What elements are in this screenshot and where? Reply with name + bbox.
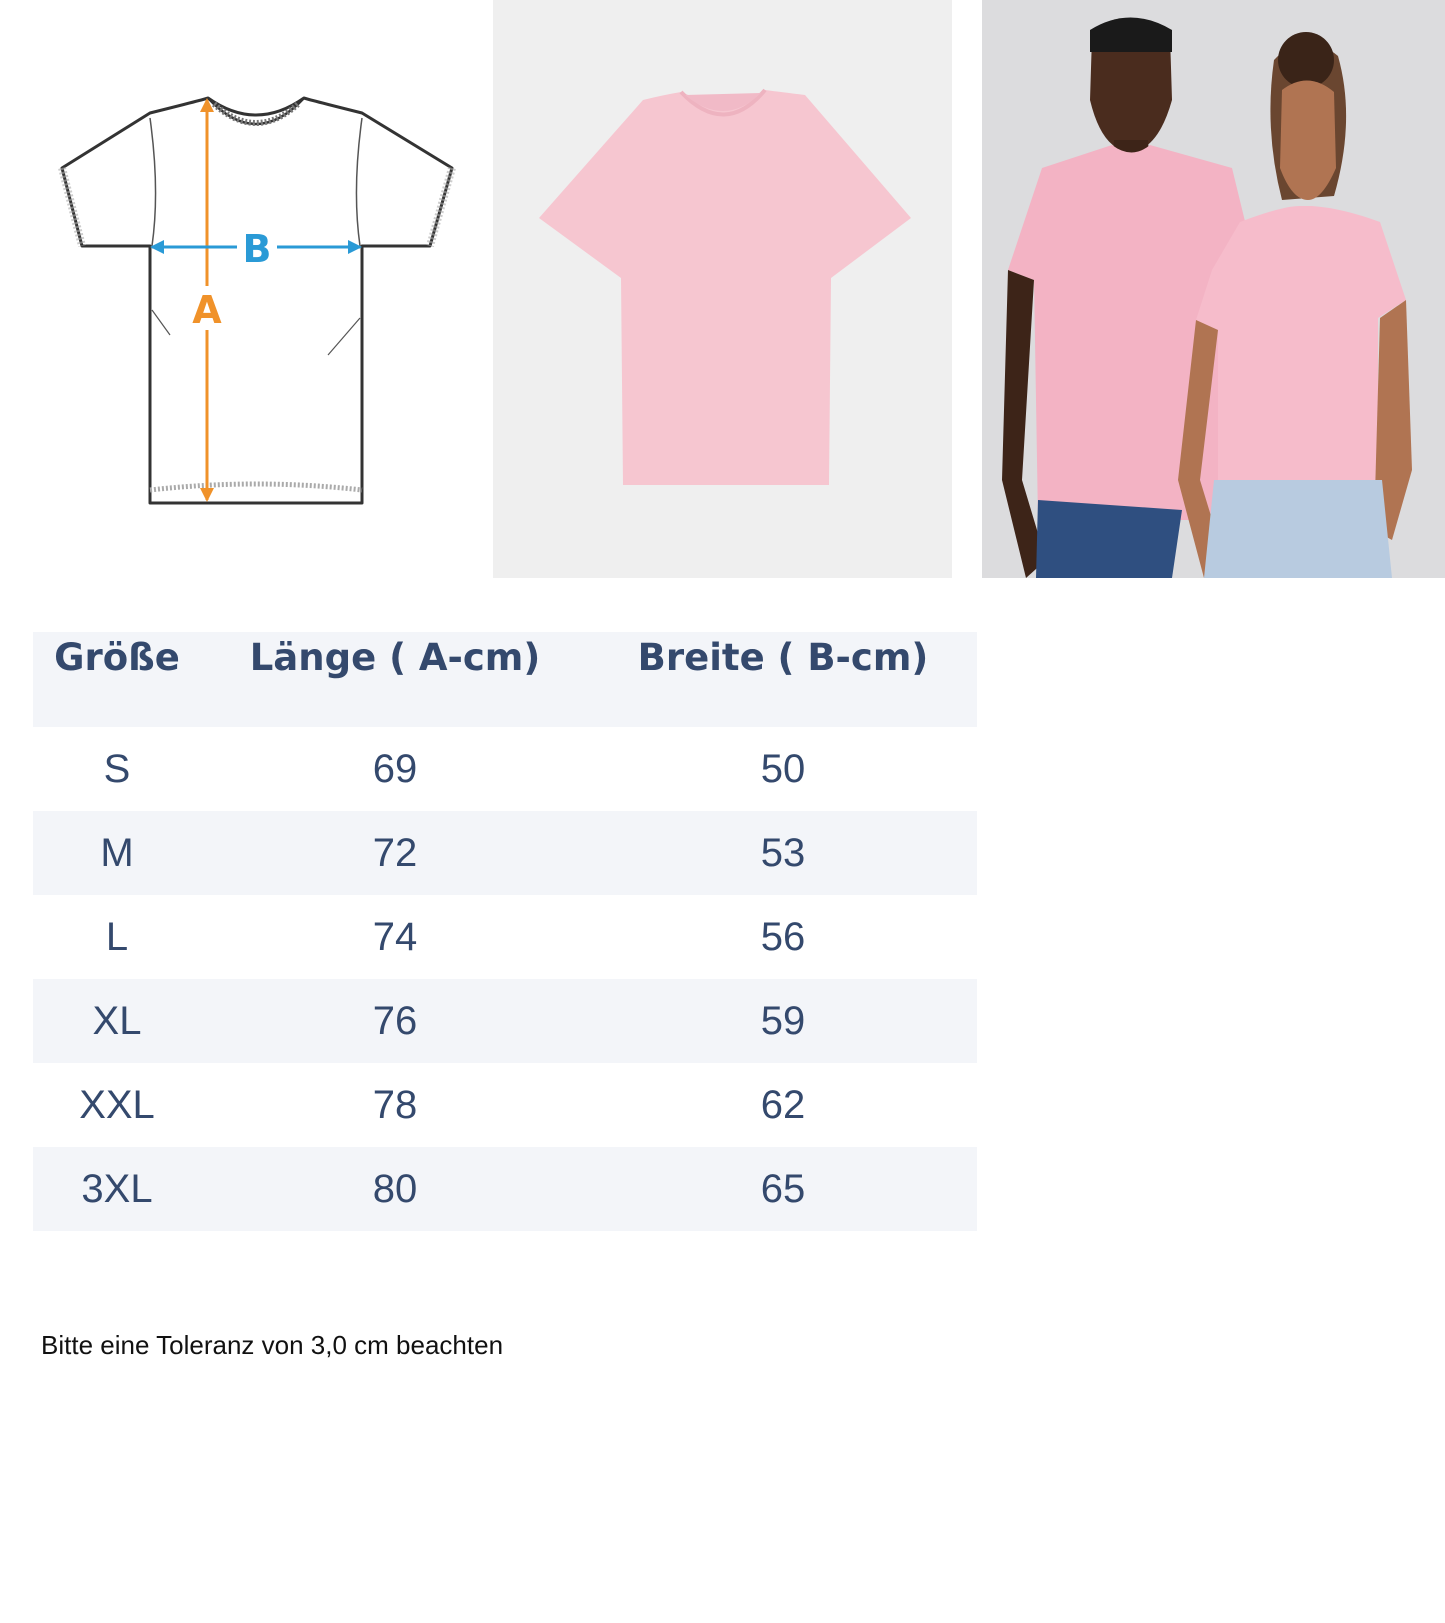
models-photo xyxy=(982,0,1445,578)
cell-size: XXL xyxy=(33,1063,201,1147)
cell-length: 72 xyxy=(201,811,589,895)
cell-size: XL xyxy=(33,979,201,1063)
cell-length: 69 xyxy=(201,727,589,811)
two-models-pink-shirts-image xyxy=(982,0,1445,578)
product-photo xyxy=(493,0,952,578)
cell-width: 59 xyxy=(589,979,977,1063)
cell-width: 65 xyxy=(589,1147,977,1231)
cell-width: 62 xyxy=(589,1063,977,1147)
header-length: Länge ( A-cm) xyxy=(201,632,589,727)
cell-size: M xyxy=(33,811,201,895)
label-a: A xyxy=(192,288,222,332)
cell-size: 3XL xyxy=(33,1147,201,1231)
pink-tshirt-image xyxy=(493,0,952,578)
cell-length: 74 xyxy=(201,895,589,979)
cell-width: 50 xyxy=(589,727,977,811)
measurement-diagram xyxy=(0,0,480,578)
label-b: B xyxy=(242,227,272,271)
table-row xyxy=(33,1063,977,1147)
cell-size: S xyxy=(33,727,201,811)
cell-width: 53 xyxy=(589,811,977,895)
table-row xyxy=(33,811,977,895)
tolerance-note: Bitte eine Toleranz von 3,0 cm beachten xyxy=(41,1330,504,1360)
table-row xyxy=(33,727,977,811)
cell-size: L xyxy=(33,895,201,979)
cell-length: 76 xyxy=(201,979,589,1063)
cell-width: 56 xyxy=(589,895,977,979)
table-header-row xyxy=(33,632,977,727)
cell-length: 78 xyxy=(201,1063,589,1147)
table-row xyxy=(33,1147,977,1231)
table-row xyxy=(33,979,977,1063)
header-size: Größe xyxy=(33,632,201,727)
tshirt-outline-illustration xyxy=(0,0,480,578)
cell-length: 80 xyxy=(201,1147,589,1231)
size-table xyxy=(33,632,977,1231)
table-row xyxy=(33,895,977,979)
header-width: Breite ( B-cm) xyxy=(589,632,977,727)
